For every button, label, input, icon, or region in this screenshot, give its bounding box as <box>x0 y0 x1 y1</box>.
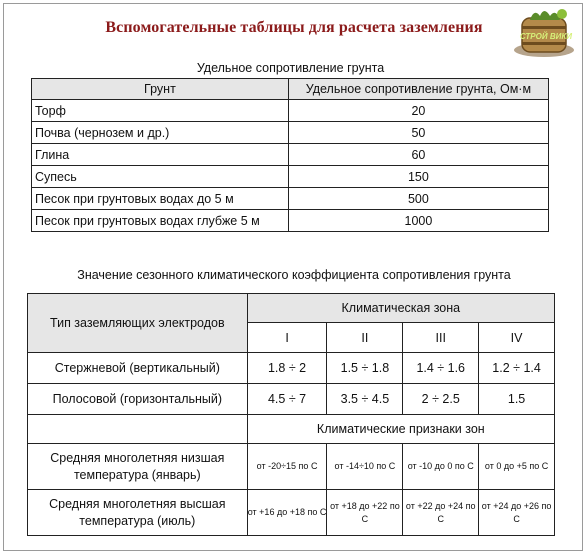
table-row <box>28 444 555 490</box>
resistivity-header-row <box>32 79 549 100</box>
temperature-cell: от 0 до +5 по С <box>479 444 555 490</box>
resistivity-cell: 150 <box>288 166 548 188</box>
zone-cell: I <box>247 323 327 353</box>
soil-cell: Песок при грунтовых водах до 5 м <box>32 188 289 210</box>
coefficient-cell: 1.5 <box>479 384 555 415</box>
resistivity-caption: Удельное сопротивление грунта <box>196 61 385 75</box>
temperature-cell: от +22 до +24 по С <box>403 490 479 536</box>
zone-cell: IV <box>479 323 555 353</box>
electrode-type-header: Тип заземляющих электродов <box>28 294 248 353</box>
temperature-cell: от +16 до +18 по С <box>247 490 327 536</box>
resistivity-cell: 60 <box>288 144 548 166</box>
coefficient-cell: 1.2 ÷ 1.4 <box>479 353 555 384</box>
temperature-cell: от -10 до 0 по С <box>403 444 479 490</box>
table-row <box>32 100 549 122</box>
table-row <box>28 490 555 536</box>
resistivity-cell: 500 <box>288 188 548 210</box>
page-title: Вспомогательные таблицы для расчета заземления <box>105 19 483 36</box>
coefficient-cell: 3.5 ÷ 4.5 <box>327 384 403 415</box>
zone-cell: III <box>403 323 479 353</box>
column-header-soil: Грунт <box>32 79 289 100</box>
table-row <box>28 384 555 415</box>
soil-cell: Супесь <box>32 166 289 188</box>
stroy-viki-logo <box>510 6 582 62</box>
table-row <box>32 122 549 144</box>
soil-cell: Глина <box>32 144 289 166</box>
resistivity-table <box>31 78 549 232</box>
zone-cell: II <box>327 323 403 353</box>
climate-signs-header-row <box>28 415 555 444</box>
table-row <box>32 166 549 188</box>
logo-text: СТРОЙ ВИКИ <box>519 32 573 41</box>
temperature-cell: от -20÷15 по С <box>247 444 327 490</box>
temperature-label-cell: Средняя многолетняя высшая температура (июль) <box>28 490 248 536</box>
resistivity-cell: 1000 <box>288 210 548 232</box>
soil-cell: Песок при грунтовых водах глубже 5 м <box>32 210 289 232</box>
seasonal-caption: Значение сезонного климатического коэффициента сопротивления грунта <box>77 268 511 282</box>
table-row <box>32 188 549 210</box>
temperature-cell: от -14÷10 по С <box>327 444 403 490</box>
resistivity-cell: 50 <box>288 122 548 144</box>
temperature-label-cell: Средняя многолетняя низшая температура (январь) <box>28 444 248 490</box>
soil-cell: Торф <box>32 100 289 122</box>
coefficient-cell: 1.4 ÷ 1.6 <box>403 353 479 384</box>
coefficient-cell: 1.5 ÷ 1.8 <box>327 353 403 384</box>
resistivity-cell: 20 <box>288 100 548 122</box>
temperature-cell: от +18 до +22 по С <box>327 490 403 536</box>
table-row <box>32 144 549 166</box>
zone-header-row <box>28 294 555 323</box>
table-row <box>28 353 555 384</box>
coefficient-cell: 2 ÷ 2.5 <box>403 384 479 415</box>
electrode-type-cell: Полосовой (горизонтальный) <box>28 384 248 415</box>
climate-zone-header: Климатическая зона <box>247 294 554 323</box>
column-header-resistivity: Удельное сопротивление грунта, Ом·м <box>288 79 548 100</box>
table-row <box>32 210 549 232</box>
seasonal-coefficient-table <box>27 293 555 536</box>
soil-cell: Почва (чернозем и др.) <box>32 122 289 144</box>
coefficient-cell: 1.8 ÷ 2 <box>247 353 327 384</box>
temperature-cell: от +24 до +26 по С <box>479 490 555 536</box>
coefficient-cell: 4.5 ÷ 7 <box>247 384 327 415</box>
empty-cell <box>28 415 248 444</box>
electrode-type-cell: Стержневой (вертикальный) <box>28 353 248 384</box>
climate-signs-header: Климатические признаки зон <box>247 415 554 444</box>
